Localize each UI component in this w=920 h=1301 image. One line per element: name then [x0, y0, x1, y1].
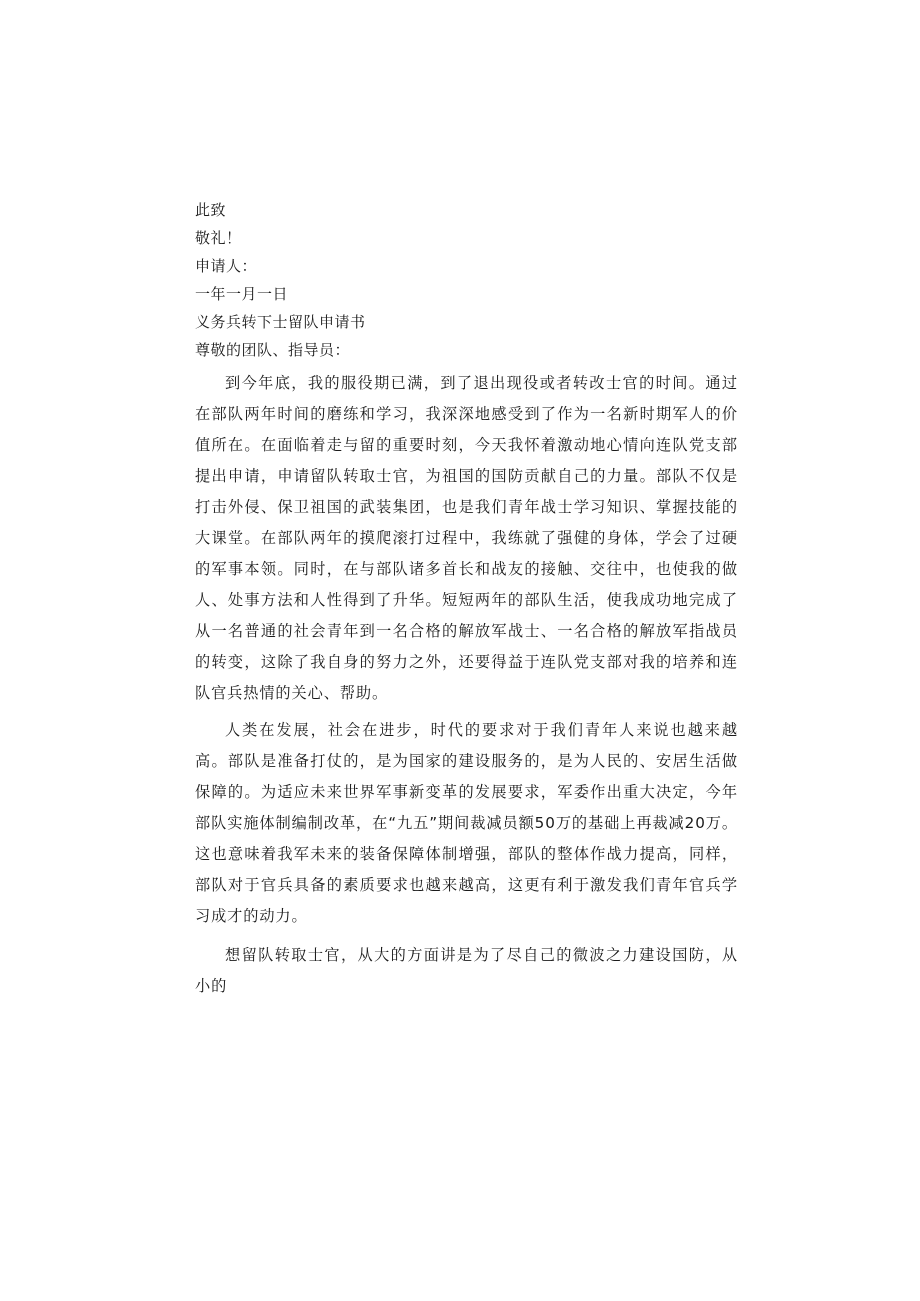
closing-line: 此致 — [195, 201, 227, 219]
date-line: 一年一月一日 — [195, 285, 289, 303]
greeting-line: 尊敬的团队、指导员： — [195, 341, 351, 359]
salute-line: 敬礼！ — [195, 229, 242, 247]
paragraph: 到今年底，我的服役期已满，到了退出现役或者转改士官的时间。通过在部队两年时间的磨练和学习，我深深地感受到了作为一名新时期军人的价值所在。在面临着走与留的重要时刻，今天我怀着激动地心情向连队党支部提出申请，申请留队转取士官，为祖国的国防贡献自己的力量。部队不仅是打击外侵、保卫祖国的武装集团，也是我们青年战士学习知识、掌握技能的大课堂。在部队两年的摸爬滚打过程中，我练就了强健的身体，学会了过硬的军事本领。同时，在与部队诸多首长和战友的接触、交往中，也使我的做人、处事方法和人性得到了升华。短短两年的部队生活，使我成功地完成了从一名普通的社会青年到一名合格的解放军战士、一名合格的解放军指战员的转变，这除了我自身的努力之外，还要得益于连队党支部对我的培养和连队官兵热情的关心、帮助。 — [195, 374, 738, 702]
letter-body — [195, 196, 738, 1002]
document-title: 义务兵转下士留队申请书 — [195, 313, 366, 331]
paragraph: 人类在发展，社会在进步，时代的要求对于我们青年人来说也越来越高。部队是准备打仗的，是为国家的建设服务的，是为人民的、安居生活做保障的。为适应未来世界军事新变革的发展要求，军委作出重大决定，今年部队实施体制编制改革，在“九五”期间裁减员额50万的基础上再裁减20万。这也意味着我军未来的装备保障体制增强，部队的整体作战力提高，同样，部队对于官兵具备的素质要求也越来越高，这更有利于激发我们青年官兵学习成才的动力。 — [195, 721, 738, 925]
applicant-label: 申请人： — [195, 257, 258, 275]
paragraph: 想留队转取士官，从大的方面讲是为了尽自己的微波之力建设国防，从小的 — [195, 946, 738, 995]
